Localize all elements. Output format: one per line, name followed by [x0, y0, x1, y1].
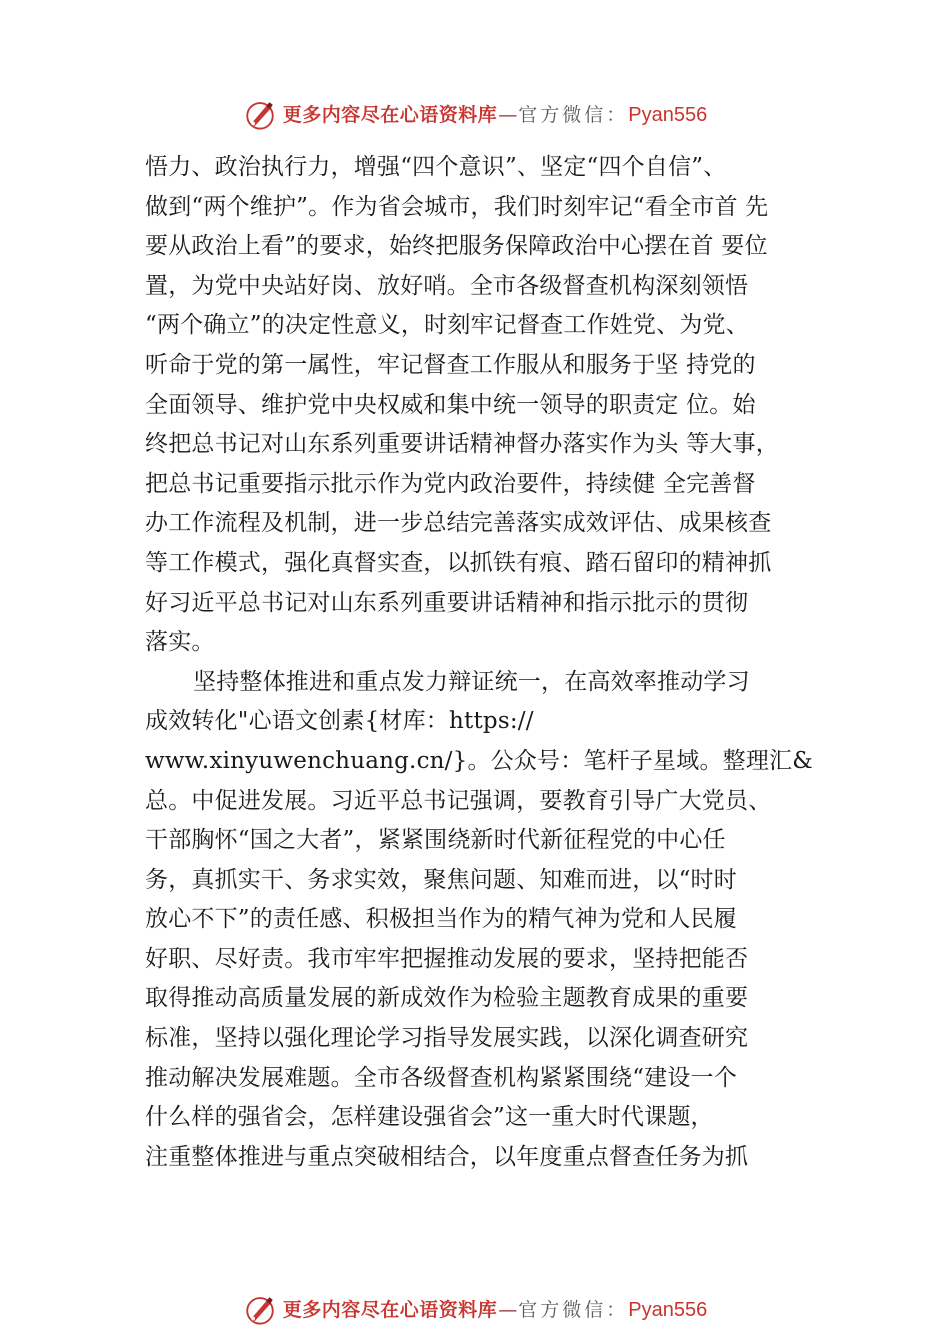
header-dash: —	[498, 104, 518, 126]
document-body	[145, 148, 845, 1177]
paragraph-heading-line: 坚持整体推进和重点发力辩证统一，在高效率推动学习	[193, 668, 750, 695]
body-line: 做到“两个维护”。作为省会城市，我们时刻牢记“看全市首 先	[145, 193, 769, 220]
body-line: 总。中促进发展。习近平总书记强调，要教育引导广大党员、	[145, 787, 772, 814]
body-line: 取得推动高质量发展的新成效作为检验主题教育成果的重要	[145, 985, 749, 1012]
body-line: 标准，坚持以强化理论学习指导发展实践，以深化调查研究	[145, 1025, 749, 1052]
body-line: 听命于党的第一属性，牢记督查工作服从和服务于坚 持党的	[145, 351, 756, 378]
header-wechat-label: 官方微信：	[518, 104, 629, 126]
body-line: 好职、尽好责。我市牢牢把握推动发展的要求，坚持把能否	[145, 945, 749, 972]
page-footer-banner	[0, 1290, 950, 1330]
pen-logo-icon	[243, 98, 277, 132]
body-line: 注重整体推进与重点突破相结合，以年度重点督查任务为抓	[145, 1143, 749, 1170]
body-line: 等工作模式，强化真督实查，以抓铁有痕、踏石留印的精神抓	[145, 549, 772, 576]
body-line: 干部胸怀“国之大者”，紧紧围绕新时代新征程党的中心任	[145, 827, 726, 854]
body-line: 终把总书记对山东系列重要讲话精神督办落实作为头 等大事，	[145, 431, 779, 458]
body-line-url: www.xinyuwenchuang.cn/}。公众号：笔杆子星域。整理汇&	[145, 747, 813, 774]
footer-lead-text: 更多内容尽在心语资料库	[282, 1299, 498, 1321]
body-line: “两个确立”的决定性意义，时刻牢记督查工作姓党、为党、	[145, 312, 749, 339]
footer-dash: —	[498, 1299, 518, 1321]
page-header-banner	[0, 95, 950, 135]
body-line: 要从政治上看”的要求，始终把服务保障政治中心摆在首 要位	[145, 233, 768, 260]
body-line: 推动解决发展难题。全市各级督查机构紧紧围绕“建设一个	[145, 1064, 737, 1091]
header-lead-text: 更多内容尽在心语资料库	[282, 104, 498, 126]
body-line: 悟力、政治执行力，增强“四个意识”、坚定“四个自信”、	[145, 154, 727, 180]
body-line: 成效转化"心语文创素{材库：https://	[145, 708, 534, 735]
body-line: 把总书记重要指示批示作为党内政治要件，持续健 全完善督	[145, 470, 756, 497]
body-line: 落实。	[145, 629, 215, 656]
body-line: 好习近平总书记对山东系列重要讲话精神和指示批示的贯彻	[145, 589, 749, 616]
body-line: 放心不下”的责任感、积极担当作为的精气神为党和人民履	[145, 906, 737, 933]
footer-wechat-id: Pyan556	[628, 1299, 708, 1321]
body-line: 办工作流程及机制，进一步总结完善落实成效评估、成果核查	[145, 510, 772, 537]
body-line: 全面领导、维护党中央权威和集中统一领导的职责定 位。始	[145, 391, 756, 418]
body-line: 务，真抓实干、务求实效，聚焦问题、知难而进，以“时时	[145, 866, 737, 893]
footer-wechat-label: 官方微信：	[518, 1299, 629, 1321]
body-line: 置，为党中央站好岗、放好哨。全市各级督查机构深刻领悟	[145, 272, 749, 299]
footer-banner-text	[283, 1300, 708, 1320]
pen-logo-icon	[243, 1293, 277, 1327]
header-wechat-id: Pyan556	[628, 104, 708, 126]
header-banner-text	[283, 105, 708, 125]
body-line: 什么样的强省会，怎样建设强省会”这一重大时代课题，	[145, 1104, 714, 1131]
